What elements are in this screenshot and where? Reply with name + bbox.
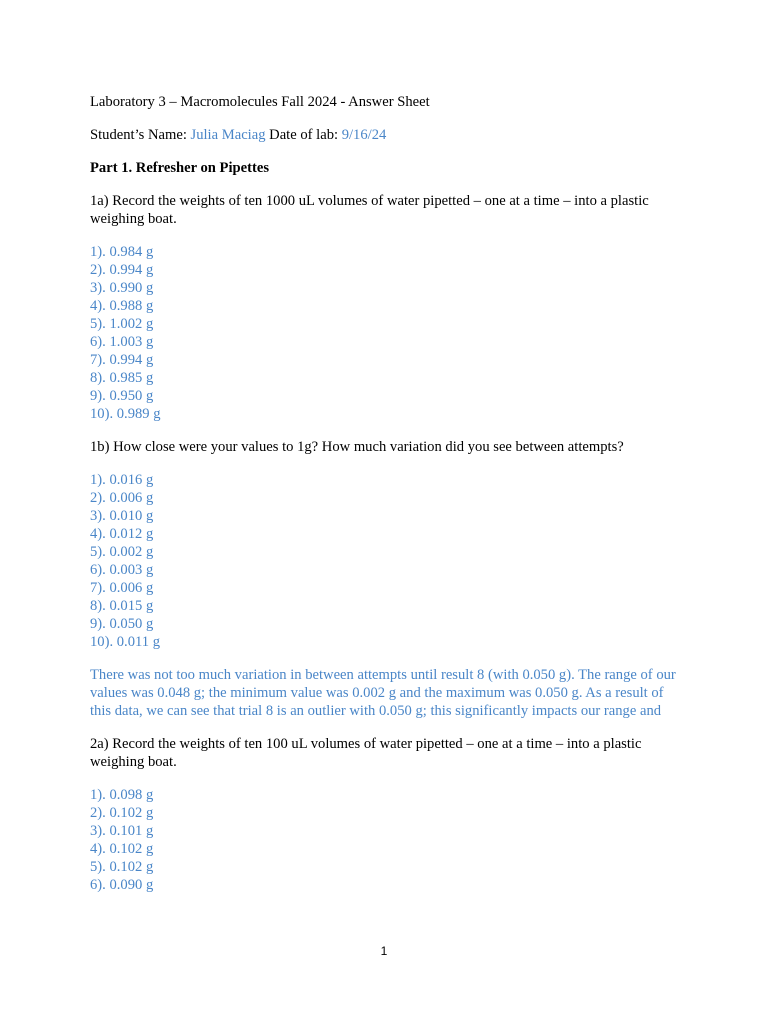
list-item: 6). 0.003 g <box>90 562 154 578</box>
list-item: 7). 0.006 g <box>90 580 154 596</box>
list-item: 8). 0.015 g <box>90 598 154 614</box>
student-info-line <box>90 126 680 144</box>
list-item: 2). 0.006 g <box>90 490 154 506</box>
list-item: 5). 0.102 g <box>90 859 154 875</box>
student-name-label: Student’s Name: <box>90 127 191 143</box>
answers-1a-list <box>90 243 680 423</box>
list-item: 10). 0.011 g <box>90 634 160 650</box>
list-item: 7). 0.994 g <box>90 352 154 368</box>
list-item: 5). 1.002 g <box>90 316 154 332</box>
list-item: 4). 0.102 g <box>90 841 154 857</box>
date-label: Date of lab: <box>265 127 342 143</box>
document-title: Laboratory 3 – Macromolecules Fall 2024 - Answer Sheet <box>90 94 430 110</box>
list-item: 6). 0.090 g <box>90 877 154 893</box>
list-item: 4). 0.988 g <box>90 298 154 314</box>
list-item: 9). 0.050 g <box>90 616 154 632</box>
answers-1b-list <box>90 471 680 651</box>
list-item: 3). 0.010 g <box>90 508 154 524</box>
list-item: 6). 1.003 g <box>90 334 154 350</box>
question-1b: 1b) How close were your values to 1g? How much variation did you see between attempts? <box>90 439 624 455</box>
list-item: 3). 0.990 g <box>90 280 154 296</box>
answer-1b-explanation: There was not too much variation in between attempts until result 8 (with 0.050 g). The range of our values was 0.048 g; the minimum value was 0.002 g and the maximum was 0.050 g. As a result of this data, we can see that trial 8 is an outlier with 0.050 g; this significantly impacts our range and <box>90 667 676 719</box>
list-item: 4). 0.012 g <box>90 526 154 542</box>
question-2a: 2a) Record the weights of ten 100 uL volumes of water pipetted – one at a time – into a plastic weighing boat. <box>90 736 642 770</box>
list-item: 1). 0.016 g <box>90 472 154 488</box>
date-value: 9/16/24 <box>341 127 387 143</box>
list-item: 10). 0.989 g <box>90 406 161 422</box>
list-item: 8). 0.985 g <box>90 370 154 386</box>
list-item: 2). 0.102 g <box>90 805 154 821</box>
answers-2a-list <box>90 786 680 894</box>
list-item: 9). 0.950 g <box>90 388 154 404</box>
list-item: 1). 0.098 g <box>90 787 154 803</box>
list-item: 1). 0.984 g <box>90 244 154 260</box>
question-1a: 1a) Record the weights of ten 1000 uL volumes of water pipetted – one at a time – into a plastic weighing boat. <box>90 193 649 227</box>
student-name-value: Julia Maciag <box>190 127 266 143</box>
page-number: 1 <box>380 944 388 958</box>
list-item: 5). 0.002 g <box>90 544 154 560</box>
part1-heading: Part 1. Refresher on Pipettes <box>90 160 269 176</box>
list-item: 3). 0.101 g <box>90 823 154 839</box>
list-item: 2). 0.994 g <box>90 262 154 278</box>
document-body <box>90 93 680 909</box>
